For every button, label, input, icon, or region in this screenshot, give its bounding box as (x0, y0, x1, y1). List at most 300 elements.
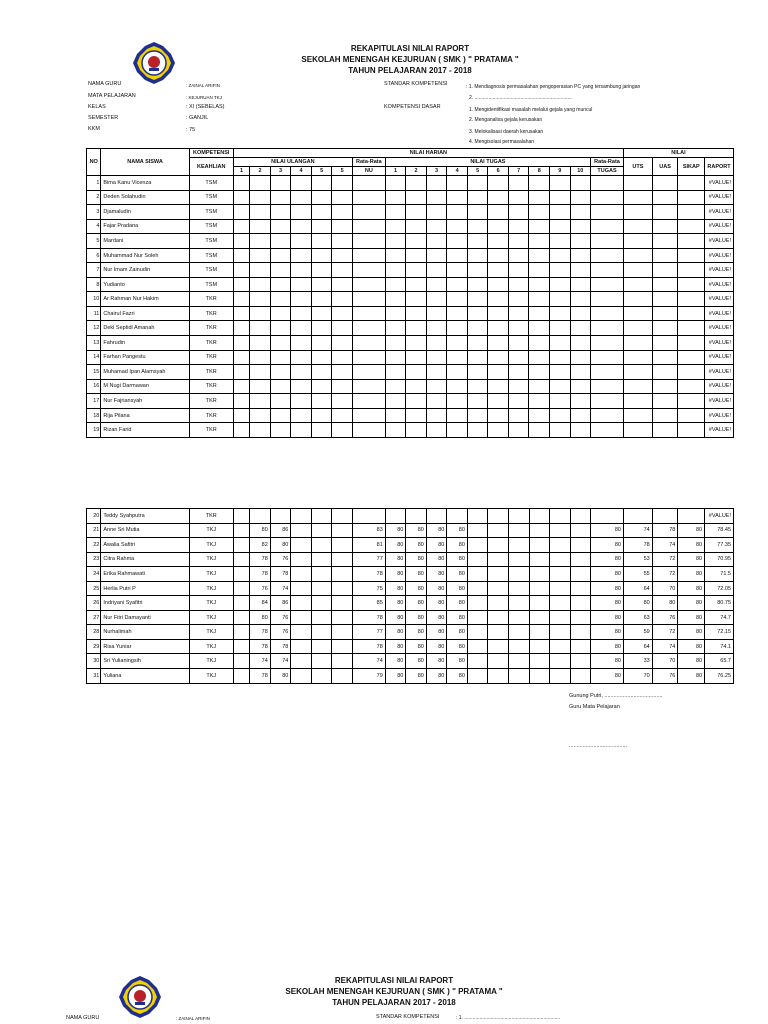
row-empty-cell (591, 277, 624, 292)
row-no: 29 (87, 639, 101, 654)
row-empty-cell (291, 350, 312, 365)
row-empty-cell (508, 306, 529, 321)
row-empty-cell (406, 292, 427, 307)
row-raport: #VALUE! (705, 365, 734, 380)
row-empty-cell (352, 365, 385, 380)
row-empty-cell (678, 408, 705, 423)
row-keahlian: TSM (189, 234, 233, 249)
row-empty-cell (467, 625, 488, 640)
row-empty-cell (467, 292, 488, 307)
row-tugas-3: 80 (426, 596, 447, 611)
row-empty-cell (623, 379, 652, 394)
row-raport: #VALUE! (705, 190, 734, 205)
row-empty-cell (467, 219, 488, 234)
row-empty-cell (426, 336, 447, 351)
row-empty-cell (678, 365, 705, 380)
row-empty-cell (529, 523, 550, 538)
kompetensi-dasar-3: 3. Melokalisasi daerah kerusakan (469, 129, 544, 135)
row-sikap: 80 (678, 639, 705, 654)
row-empty-cell (250, 408, 271, 423)
row-empty-cell (508, 219, 529, 234)
row-empty-cell (311, 625, 332, 640)
row-empty-cell (508, 552, 529, 567)
row-empty-cell (508, 509, 529, 524)
row-empty-cell (291, 219, 312, 234)
row-empty-cell (591, 176, 624, 191)
row-empty-cell (447, 423, 468, 438)
row-empty-cell (550, 567, 571, 582)
ul-num: 5 (311, 167, 332, 176)
row-empty-cell (270, 379, 291, 394)
row-empty-cell (311, 639, 332, 654)
row-empty-cell (529, 336, 550, 351)
row-tugas-4: 80 (447, 669, 468, 684)
row-empty-cell (270, 190, 291, 205)
row-empty-cell (406, 350, 427, 365)
row-empty-cell (311, 205, 332, 220)
row-empty-cell (467, 581, 488, 596)
row-tugas-4: 80 (447, 538, 468, 553)
row-empty-cell (550, 581, 571, 596)
row-raport: #VALUE! (705, 248, 734, 263)
row-empty-cell (233, 596, 249, 611)
row-no: 8 (87, 277, 101, 292)
row-sikap (678, 509, 705, 524)
row-empty-cell (652, 219, 678, 234)
row-empty-cell (447, 336, 468, 351)
row-empty-cell (291, 538, 312, 553)
row-empty-cell (529, 234, 550, 249)
row-empty-cell (529, 581, 550, 596)
row-empty-cell (488, 234, 509, 249)
row-empty-cell (488, 523, 509, 538)
row-empty-cell (623, 336, 652, 351)
row-empty-cell (488, 379, 509, 394)
table-row (87, 176, 734, 191)
row-empty-cell (352, 190, 385, 205)
row-empty-cell (352, 277, 385, 292)
nama-guru-label: NAMA GURU (88, 81, 122, 87)
row-tugas-4: 80 (447, 654, 468, 669)
mapel-label: MATA PELAJARAN (88, 93, 136, 99)
row-empty-cell (591, 321, 624, 336)
row-empty-cell (291, 379, 312, 394)
row-empty-cell (270, 277, 291, 292)
row-empty-cell (332, 552, 353, 567)
row-empty-cell (233, 610, 249, 625)
row-empty-cell (352, 263, 385, 278)
row-empty-cell (529, 408, 550, 423)
row-keahlian: TKR (189, 321, 233, 336)
row-empty-cell (352, 336, 385, 351)
row-empty-cell (550, 336, 571, 351)
ul-num: 2 (250, 167, 271, 176)
row-empty-cell (529, 350, 550, 365)
row-no: 10 (87, 292, 101, 307)
row-empty-cell (591, 306, 624, 321)
row-empty-cell (488, 596, 509, 611)
row-empty-cell (385, 423, 406, 438)
row-sikap: 80 (678, 596, 705, 611)
row-rata-nu: 75 (352, 581, 385, 596)
row-empty-cell (311, 567, 332, 582)
row-empty-cell (508, 581, 529, 596)
row-no: 15 (87, 365, 101, 380)
row-empty-cell (508, 205, 529, 220)
row-empty-cell (467, 523, 488, 538)
row-rata-nu: 81 (352, 538, 385, 553)
row-empty-cell (488, 610, 509, 625)
row-empty-cell (426, 234, 447, 249)
row-empty-cell (623, 321, 652, 336)
row-no: 28 (87, 625, 101, 640)
row-tugas-3 (426, 509, 447, 524)
col-nilai-harian: NILAI HARIAN (233, 149, 623, 158)
row-empty-cell (623, 234, 652, 249)
row-empty-cell (550, 509, 571, 524)
row-empty-cell (447, 234, 468, 249)
row-empty-cell (591, 379, 624, 394)
row-tugas-1: 80 (385, 669, 406, 684)
row-empty-cell (233, 509, 249, 524)
row-raport: #VALUE! (705, 176, 734, 191)
row-empty-cell (385, 321, 406, 336)
row-empty-cell (570, 248, 591, 263)
table-row (87, 350, 734, 365)
row-empty-cell (467, 552, 488, 567)
row-no: 4 (87, 219, 101, 234)
row-empty-cell (447, 263, 468, 278)
row-rata-nu: 74 (352, 654, 385, 669)
row-empty-cell (488, 639, 509, 654)
row-no: 31 (87, 669, 101, 684)
row-empty-cell (508, 176, 529, 191)
row-empty-cell (529, 669, 550, 684)
row-empty-cell (508, 277, 529, 292)
row-tugas-1: 80 (385, 523, 406, 538)
row-empty-cell (467, 248, 488, 263)
row-ulangan-1 (250, 509, 271, 524)
row-empty-cell (233, 365, 249, 380)
row-empty-cell (652, 205, 678, 220)
row-keahlian: TKR (189, 365, 233, 380)
row-tugas-1: 80 (385, 639, 406, 654)
row-empty-cell (250, 263, 271, 278)
row-empty-cell (406, 423, 427, 438)
row-tugas-4: 80 (447, 625, 468, 640)
standar-kompetensi-1: : 1. Mendiagnosis permasalahan pengoperasian PC yang tersambung jaringan (466, 84, 641, 90)
row-empty-cell (291, 610, 312, 625)
row-empty-cell (550, 538, 571, 553)
row-empty-cell (488, 538, 509, 553)
row-nama-siswa: Nur Fitri Damayanti (101, 610, 189, 625)
row-empty-cell (550, 394, 571, 409)
table-row (87, 263, 734, 278)
table-row (87, 394, 734, 409)
standar-kompetensi-2: 2. ...................................................................... (469, 95, 572, 101)
row-empty-cell (678, 263, 705, 278)
row-empty-cell (426, 176, 447, 191)
row-empty-cell (652, 263, 678, 278)
kkm-label: KKM (88, 126, 100, 132)
row-empty-cell (311, 190, 332, 205)
row-keahlian: TSM (189, 190, 233, 205)
row-rata-tugas: 80 (591, 567, 624, 582)
row-nama-siswa: Nur Fajriansyah (101, 394, 189, 409)
table-row (87, 234, 734, 249)
row-empty-cell (332, 596, 353, 611)
row-keahlian: TSM (189, 263, 233, 278)
row-empty-cell (233, 538, 249, 553)
row-empty-cell (233, 639, 249, 654)
row-keahlian: TKJ (189, 581, 233, 596)
row-ulangan-2: 86 (270, 596, 291, 611)
row-empty-cell (385, 234, 406, 249)
row-empty-cell (570, 538, 591, 553)
row-empty-cell (332, 523, 353, 538)
row-empty-cell (332, 277, 353, 292)
row-nama-siswa: Farhan Pangestu (101, 350, 189, 365)
row-rata-tugas: 80 (591, 538, 624, 553)
row-empty-cell (529, 567, 550, 582)
row-ulangan-2: 76 (270, 625, 291, 640)
row-empty-cell (508, 234, 529, 249)
row-empty-cell (406, 379, 427, 394)
row-empty-cell (426, 379, 447, 394)
row-tugas-2: 80 (406, 610, 427, 625)
row-empty-cell (291, 190, 312, 205)
row-empty-cell (447, 379, 468, 394)
row-keahlian: TKJ (189, 523, 233, 538)
ul-num: 4 (291, 167, 312, 176)
table-row (87, 654, 734, 669)
row-empty-cell (529, 596, 550, 611)
row-ulangan-1: 80 (250, 523, 271, 538)
row-raport: #VALUE! (705, 292, 734, 307)
row-empty-cell (508, 669, 529, 684)
row-empty-cell (406, 336, 427, 351)
row-tugas-1: 80 (385, 552, 406, 567)
row-nama-siswa: Mardani (101, 234, 189, 249)
row-raport: 78.45 (705, 523, 734, 538)
row-empty-cell (250, 394, 271, 409)
row-uas: 72 (652, 552, 678, 567)
row-empty-cell (426, 277, 447, 292)
row-empty-cell (291, 336, 312, 351)
row-empty-cell (570, 408, 591, 423)
semester-label: SEMESTER (88, 115, 119, 121)
row-raport: #VALUE! (705, 336, 734, 351)
row-empty-cell (529, 190, 550, 205)
row-empty-cell (447, 277, 468, 292)
row-empty-cell (678, 350, 705, 365)
row-empty-cell (550, 625, 571, 640)
row-empty-cell (508, 292, 529, 307)
row-empty-cell (652, 277, 678, 292)
row-empty-cell (488, 190, 509, 205)
grade-table-top-body (87, 176, 734, 438)
table-row (87, 625, 734, 640)
row-empty-cell (570, 639, 591, 654)
row-empty-cell (352, 234, 385, 249)
row-empty-cell (678, 219, 705, 234)
row-empty-cell (529, 538, 550, 553)
row-keahlian: TKJ (189, 639, 233, 654)
row-empty-cell (426, 248, 447, 263)
table-row (87, 552, 734, 567)
row-no: 20 (87, 509, 101, 524)
row-nama-siswa: Deki Septidi Amanah (101, 321, 189, 336)
row-empty-cell (426, 306, 447, 321)
row-empty-cell (570, 581, 591, 596)
row-empty-cell (550, 669, 571, 684)
row-no: 30 (87, 654, 101, 669)
row-sikap: 80 (678, 610, 705, 625)
tg-num: 10 (570, 167, 591, 176)
row-empty-cell (233, 306, 249, 321)
table-row (87, 538, 734, 553)
kelas-value: : XI (SEBELAS) (186, 104, 225, 110)
row-uas: 74 (652, 639, 678, 654)
row-empty-cell (332, 394, 353, 409)
row-empty-cell (591, 394, 624, 409)
row-empty-cell (426, 394, 447, 409)
teacher-info (88, 81, 388, 141)
report-title-line1: REKAPITULASI NILAI RAPORT (350, 44, 470, 53)
row-empty-cell (488, 365, 509, 380)
row-keahlian: TKJ (189, 610, 233, 625)
row-empty-cell (550, 596, 571, 611)
row-keahlian: TKJ (189, 625, 233, 640)
row-ulangan-1: 78 (250, 567, 271, 582)
row-rata-tugas: 80 (591, 552, 624, 567)
row-ulangan-1: 78 (250, 625, 271, 640)
row-empty-cell (508, 394, 529, 409)
row-empty-cell (291, 292, 312, 307)
row-nama-siswa: Rizan Farid (101, 423, 189, 438)
row-nama-siswa: Indriyani Syafitri (101, 596, 189, 611)
row-empty-cell (591, 190, 624, 205)
row-empty-cell (250, 190, 271, 205)
row-empty-cell (570, 379, 591, 394)
row-empty-cell (447, 321, 468, 336)
row-empty-cell (488, 581, 509, 596)
row-nama-siswa: Ar Rahman Nur Hakim (101, 292, 189, 307)
row-tugas-4: 80 (447, 596, 468, 611)
row-rata-tugas: 80 (591, 669, 624, 684)
table-row (87, 306, 734, 321)
row-empty-cell (652, 190, 678, 205)
row-empty-cell (233, 552, 249, 567)
row-empty-cell (570, 509, 591, 524)
row-uts: 80 (623, 596, 652, 611)
row-nama-siswa: M Nugi Darmawan (101, 379, 189, 394)
row-empty-cell (508, 365, 529, 380)
row-rata-tugas: 80 (591, 581, 624, 596)
row-empty-cell (291, 277, 312, 292)
row-nama-siswa: Deden Solahudin (101, 190, 189, 205)
row-empty-cell (311, 248, 332, 263)
row-empty-cell (352, 292, 385, 307)
row-raport: 76.25 (705, 669, 734, 684)
row-empty-cell (447, 205, 468, 220)
row-nama-siswa: Nur Imam Zainudin (101, 263, 189, 278)
row-empty-cell (385, 248, 406, 263)
row-empty-cell (426, 321, 447, 336)
row-empty-cell (291, 567, 312, 582)
row-empty-cell (233, 205, 249, 220)
row-empty-cell (467, 610, 488, 625)
row-empty-cell (570, 263, 591, 278)
next-page-nama-guru-label: NAMA GURU (66, 1015, 100, 1021)
row-empty-cell (678, 336, 705, 351)
row-empty-cell (233, 176, 249, 191)
row-empty-cell (332, 610, 353, 625)
row-tugas-2: 80 (406, 625, 427, 640)
row-empty-cell (291, 581, 312, 596)
row-rata-nu: 78 (352, 567, 385, 582)
row-tugas-2: 80 (406, 654, 427, 669)
row-raport: #VALUE! (705, 423, 734, 438)
kompetensi-dasar-4: 4. Mengisolasi permasalahan (469, 139, 535, 145)
row-empty-cell (233, 625, 249, 640)
signature-role: Guru Mata Pelajaran (569, 704, 620, 710)
row-empty-cell (332, 292, 353, 307)
row-tugas-4: 80 (447, 552, 468, 567)
row-empty-cell (311, 379, 332, 394)
row-empty-cell (426, 263, 447, 278)
row-empty-cell (332, 567, 353, 582)
row-empty-cell (291, 408, 312, 423)
row-empty-cell (332, 321, 353, 336)
row-nama-siswa: Yudianto (101, 277, 189, 292)
row-empty-cell (570, 423, 591, 438)
row-no: 23 (87, 552, 101, 567)
row-empty-cell (591, 423, 624, 438)
row-keahlian: TKJ (189, 654, 233, 669)
row-empty-cell (311, 219, 332, 234)
row-empty-cell (352, 379, 385, 394)
row-tugas-3: 80 (426, 625, 447, 640)
row-empty-cell (406, 408, 427, 423)
row-empty-cell (550, 190, 571, 205)
row-uts: 55 (623, 567, 652, 582)
row-empty-cell (447, 394, 468, 409)
row-empty-cell (311, 538, 332, 553)
row-tugas-3: 80 (426, 538, 447, 553)
row-empty-cell (332, 625, 353, 640)
row-empty-cell (291, 263, 312, 278)
row-empty-cell (447, 365, 468, 380)
row-empty-cell (311, 408, 332, 423)
table-row (87, 567, 734, 582)
row-empty-cell (426, 219, 447, 234)
kompetensi-dasar-label: KOMPETENSI DASAR (384, 104, 441, 110)
row-empty-cell (385, 365, 406, 380)
col-sikap: SIKAP (678, 158, 705, 176)
row-empty-cell (652, 292, 678, 307)
row-empty-cell (332, 205, 353, 220)
row-empty-cell (332, 581, 353, 596)
row-tugas-1: 80 (385, 567, 406, 582)
row-raport: #VALUE! (705, 306, 734, 321)
row-empty-cell (426, 292, 447, 307)
table-row (87, 610, 734, 625)
row-empty-cell (508, 639, 529, 654)
table-row (87, 669, 734, 684)
row-empty-cell (311, 423, 332, 438)
row-empty-cell (311, 394, 332, 409)
